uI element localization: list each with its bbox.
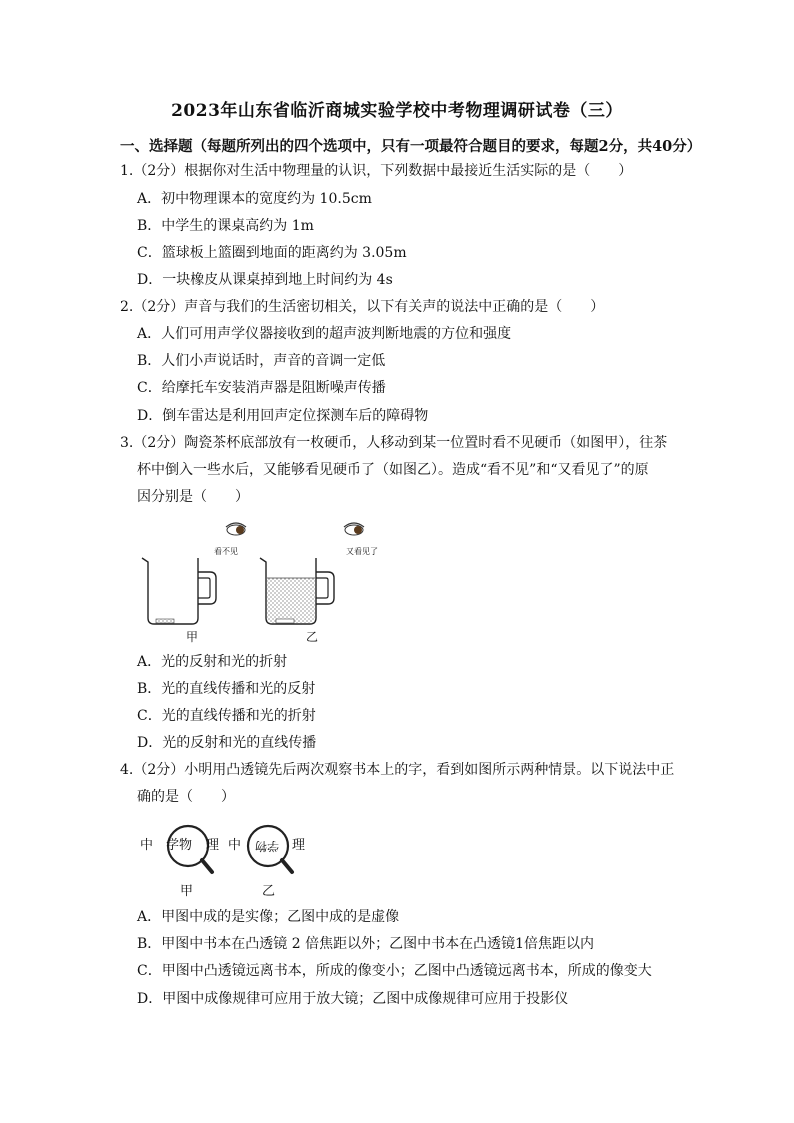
question-4-option-b: B．甲图中书本在凸透镜 2 倍焦距以外；乙图中书本在凸透镜1倍焦距以内 <box>137 936 595 952</box>
cup-coin-figure <box>140 518 390 648</box>
page-title: 2023年山东省临沂商城实验学校中考物理调研试卷（三） <box>171 101 623 121</box>
figure-note-cannot-see: 看不见 <box>214 547 238 556</box>
question-2-option-c: C．给摩托车安装消声器是阻断噪声传播 <box>137 380 386 396</box>
magnifier-right-text-inverted: 学物 <box>255 839 280 853</box>
question-3-option-a: A．光的反射和光的折射 <box>137 654 288 670</box>
magnifier-left-text-magnified: 学物 <box>166 838 193 853</box>
section-heading: 一、选择题（每题所列出的四个选项中，只有一项最符合题目的要求，每题2分，共40分） <box>120 138 702 155</box>
magnifier-right-text-post: 理 <box>292 838 306 853</box>
magnifier-left-text-pre: 中 <box>140 838 154 853</box>
question-3-option-b: B．光的直线传播和光的反射 <box>137 681 316 697</box>
question-1-stem: 1.（2分）根据你对生活中物理量的认识，下列数据中最接近生活实际的是（ ） <box>120 163 633 179</box>
figure-label-yi: 乙 <box>306 630 319 644</box>
magnifier-left-text-post: 理 <box>206 838 220 853</box>
question-4-stem-line2: 确的是（ ） <box>137 789 235 805</box>
eye-icon-left <box>226 523 246 535</box>
question-1-option-c: C．篮球板上篮圈到地面的距离约为 3.05m <box>137 245 407 261</box>
question-4-stem-line1: 4.（2分）小明用凸透镜先后两次观察书本上的字，看到如图所示两种情景。以下说法中正 <box>120 762 675 778</box>
question-2-stem: 2.（2分）声音与我们的生活密切相关，以下有关声的说法中正确的是（ ） <box>120 299 605 315</box>
question-2-option-b: B．人们小声说话时，声音的音调一定低 <box>137 353 386 369</box>
question-3-option-d: D．光的反射和光的直线传播 <box>137 735 317 751</box>
question-4-option-a: A．甲图中成的是实像；乙图中成的是虚像 <box>137 909 400 925</box>
question-2-option-a: A．人们可用声学仪器接收到的超声波判断地震的方位和强度 <box>137 326 512 342</box>
figure-note-can-see: 又看见了 <box>346 547 378 556</box>
question-4-option-c: C．甲图中凸透镜远离书本，所成的像变小；乙图中凸透镜远离书本，所成的像变大 <box>137 963 652 979</box>
eye-icon-right <box>344 523 364 535</box>
cup-left <box>142 558 216 624</box>
question-3-option-c: C．光的直线传播和光的折射 <box>137 708 316 724</box>
question-1-option-b: B．中学生的课桌高约为 1m <box>137 218 314 234</box>
question-1-option-a: A．初中物理课本的宽度约为 10.5cm <box>137 191 372 207</box>
question-1-option-d: D．一块橡皮从课桌掉到地上时间约为 4s <box>137 272 393 288</box>
question-3-stem-line2: 杯中倒入一些水后，又能够看见硬币了（如图乙）。造成“看不见”和“又看见了”的原 <box>137 462 649 478</box>
question-2-option-d: D．倒车雷达是利用回声定位探测车后的障碍物 <box>137 408 429 424</box>
figure-label-jia: 甲 <box>186 630 199 644</box>
question-4-option-d: D．甲图中成像规律可应用于放大镜；乙图中成像规律可应用于投影仪 <box>137 991 569 1007</box>
figure-label-jia-2: 甲 <box>180 884 194 899</box>
cup-right <box>260 558 334 624</box>
question-3-stem-line3: 因分别是（ ） <box>137 489 249 505</box>
magnifier-right-text-pre: 中 <box>228 838 242 853</box>
figure-label-yi-2: 乙 <box>262 884 276 899</box>
question-3-stem-line1: 3.（2分）陶瓷茶杯底部放有一枚硬币，人移动到某一位置时看不见硬币（如图甲），往茶 <box>120 435 668 451</box>
